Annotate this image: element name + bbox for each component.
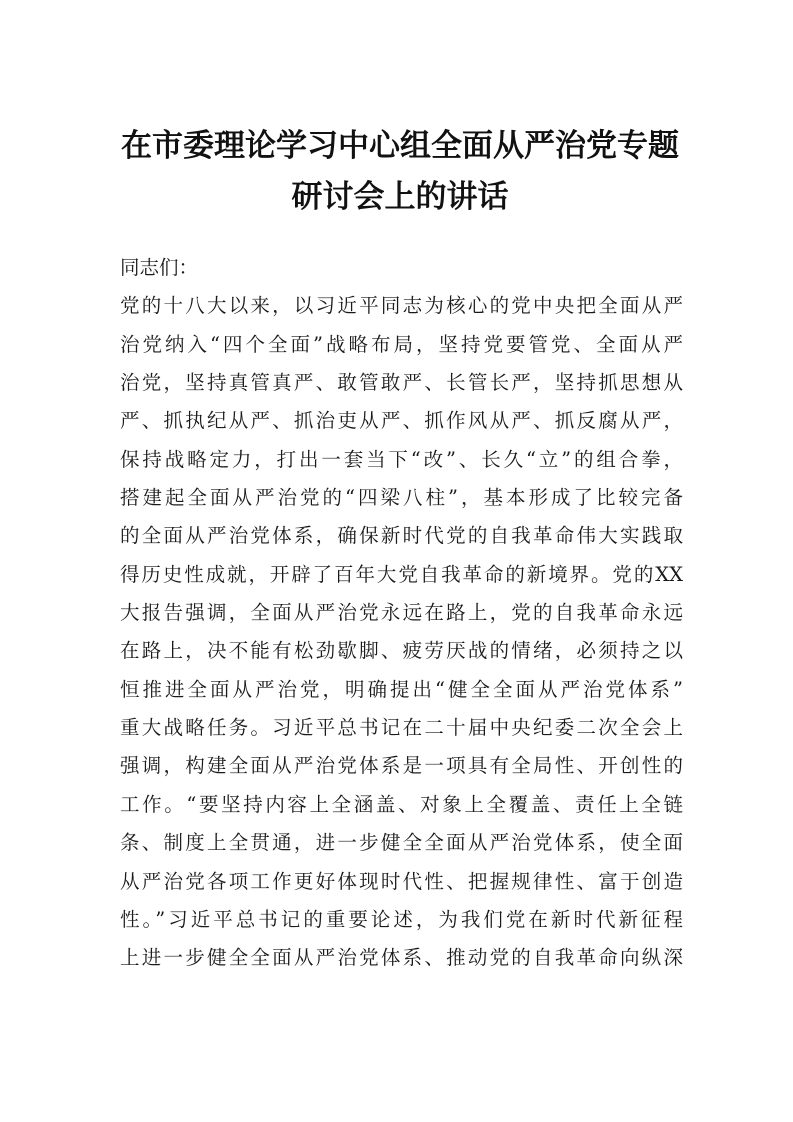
document-title-line-2: 研讨会上的讲话 (291, 179, 509, 215)
body-line: 治党，坚持真管真严、敢管敢严、长管长严，坚持抓思想从 (120, 371, 683, 395)
document-title-line-1: 在市委理论学习中心组全面从严治党专题 (121, 128, 679, 164)
body-line: 工作。“要坚持内容上全涵盖、对象上全覆盖、责任上全链 (120, 792, 683, 816)
body-line: 上进一步健全全面从严治党体系、推动党的自我革命向纵深 (120, 946, 683, 970)
body-line: 党的十八大以来，以习近平同志为核心的党中央把全面从严 (120, 294, 683, 318)
body-line: 治党纳入“四个全面”战略布局，坚持党要管党、全面从严 (120, 332, 683, 356)
body-line: 的全面从严治党体系，确保新时代党的自我革命伟大实践取 (120, 524, 683, 548)
body-line: 大报告强调，全面从严治党永远在路上，党的自我革命永远 (120, 601, 683, 625)
body-line: 搭建起全面从严治党的“四梁八柱”，基本形成了比较完备 (120, 486, 683, 510)
salutation: 同志们： (120, 256, 199, 279)
body-line: 恒推进全面从严治党，明确提出“健全全面从严治党体系” (120, 677, 683, 701)
body-line: 得历史性成就，开辟了百年大党自我革命的新境界。党的XX (120, 562, 683, 586)
body-line: 重大战略任务。习近平总书记在二十届中央纪委二次全会上 (120, 716, 683, 740)
body-line: 从严治党各项工作更好体现时代性、把握规律性、富于创造 (120, 869, 683, 893)
body-line: 条、制度上全贯通，进一步健全全面从严治党体系，使全面 (120, 831, 683, 855)
body-line: 强调，构建全面从严治党体系是一项具有全局性、开创性的 (120, 754, 683, 778)
body-line: 保持战略定力，打出一套当下“改”、长久“立”的组合拳， (120, 447, 683, 471)
body-line: 在路上，决不能有松劲歇脚、疲劳厌战的情绪，必须持之以 (120, 639, 683, 663)
body-line: 严、抓执纪从严、抓治吏从严、抓作风从严、抓反腐从严， (120, 409, 683, 433)
document-body (120, 249, 683, 978)
body-line: 性。”习近平总书记的重要论述，为我们党在新时代新征程 (120, 907, 683, 931)
